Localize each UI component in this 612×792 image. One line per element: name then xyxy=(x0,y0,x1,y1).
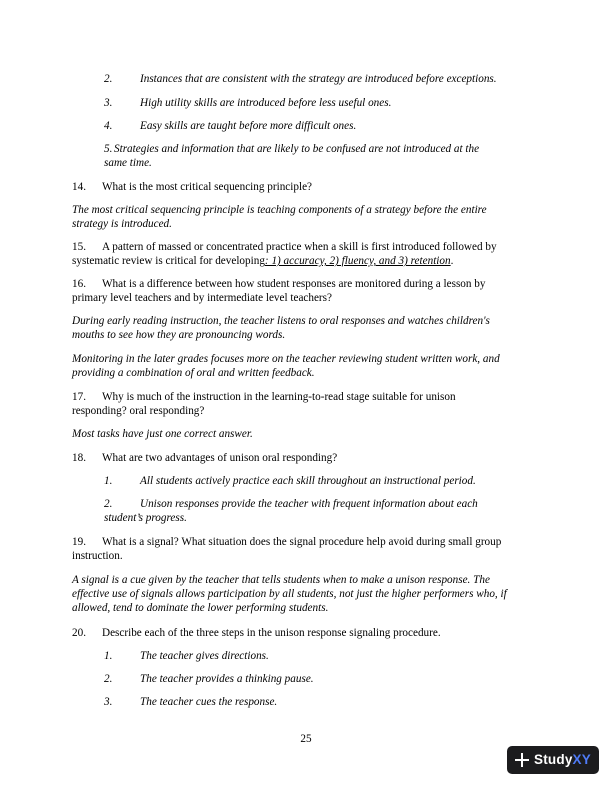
answer-14-line: The most critical sequencing principle is teaching components of a strategy before the entire xyxy=(72,204,487,216)
question-18: 18. What are two advantages of unison oral responding? xyxy=(72,452,338,464)
answer-16-line: Monitoring in the later grades focuses more on the teacher reviewing student written work, and xyxy=(72,353,500,365)
question-16: 16. What is a difference between how student responses are monitored during a lesson by xyxy=(72,278,486,290)
list-item: 3. The teacher cues the response. xyxy=(104,696,278,708)
list-item: 4. Easy skills are taught before more difficult ones. xyxy=(104,120,357,132)
answer-14-line: strategy is introduced. xyxy=(72,218,172,230)
answer-19-line: allowed, tend to dominate the lower performing students. xyxy=(72,602,329,614)
answer-19-line: A signal is a cue given by the teacher that tells students when to make a unison response. The xyxy=(72,574,490,586)
studyxy-logo-badge[interactable] xyxy=(507,746,599,774)
page-number: 25 xyxy=(300,733,312,745)
answer-16-line: providing a combination of oral and written feedback. xyxy=(72,367,315,379)
question-17: 17. Why is much of the instruction in the learning-to-read stage suitable for unison xyxy=(72,391,456,403)
list-item: 2. The teacher provides a thinking pause. xyxy=(104,673,314,685)
list-item-continuation: same time. xyxy=(104,157,152,169)
question-15: 15. A pattern of massed or concentrated practice when a skill is first introduced followed by xyxy=(72,241,497,253)
question-16-line: primary level teachers and by intermediate level teachers? xyxy=(72,292,332,304)
list-item: 5. Strategies and information that are likely to be confused are not introduced at the xyxy=(104,143,480,155)
list-item: 1. All students actively practice each skill throughout an instructional period. xyxy=(104,475,476,487)
list-item: 1. The teacher gives directions. xyxy=(104,650,269,662)
question-14: 14. What is the most critical sequencing principle? xyxy=(72,181,313,193)
answer-17: Most tasks have just one correct answer. xyxy=(72,428,253,440)
question-19: 19. What is a signal? What situation does the signal procedure help avoid during small group xyxy=(72,536,502,548)
list-item-continuation: student’s progress. xyxy=(104,512,187,524)
question-20: 20. Describe each of the three steps in the unison response signaling procedure. xyxy=(72,627,441,639)
answer-19-line: effective use of signals allows participation by all students, not just the higher performers who, if xyxy=(72,588,507,600)
brand-name: StudyXY xyxy=(534,751,591,767)
answer-16-line: mouths to see how they are pronouncing words. xyxy=(72,329,286,341)
answer-15: : 1) accuracy, 2) fluency, and 3) retention xyxy=(264,255,451,267)
list-item: 2. Instances that are consistent with the strategy are introduced before exceptions. xyxy=(104,73,497,85)
question-19-line: instruction. xyxy=(72,550,123,562)
plus-icon xyxy=(515,753,529,767)
question-15-line: systematic review is critical for developing: 1) accuracy, 2) fluency, and 3) retention. xyxy=(72,255,454,267)
question-17-line: responding? oral responding? xyxy=(72,405,205,417)
list-item: 3. High utility skills are introduced before less useful ones. xyxy=(104,97,392,109)
list-item: 2. Unison responses provide the teacher with frequent information about each xyxy=(104,498,478,510)
answer-16-line: During early reading instruction, the teacher listens to oral responses and watches children's xyxy=(72,315,490,327)
